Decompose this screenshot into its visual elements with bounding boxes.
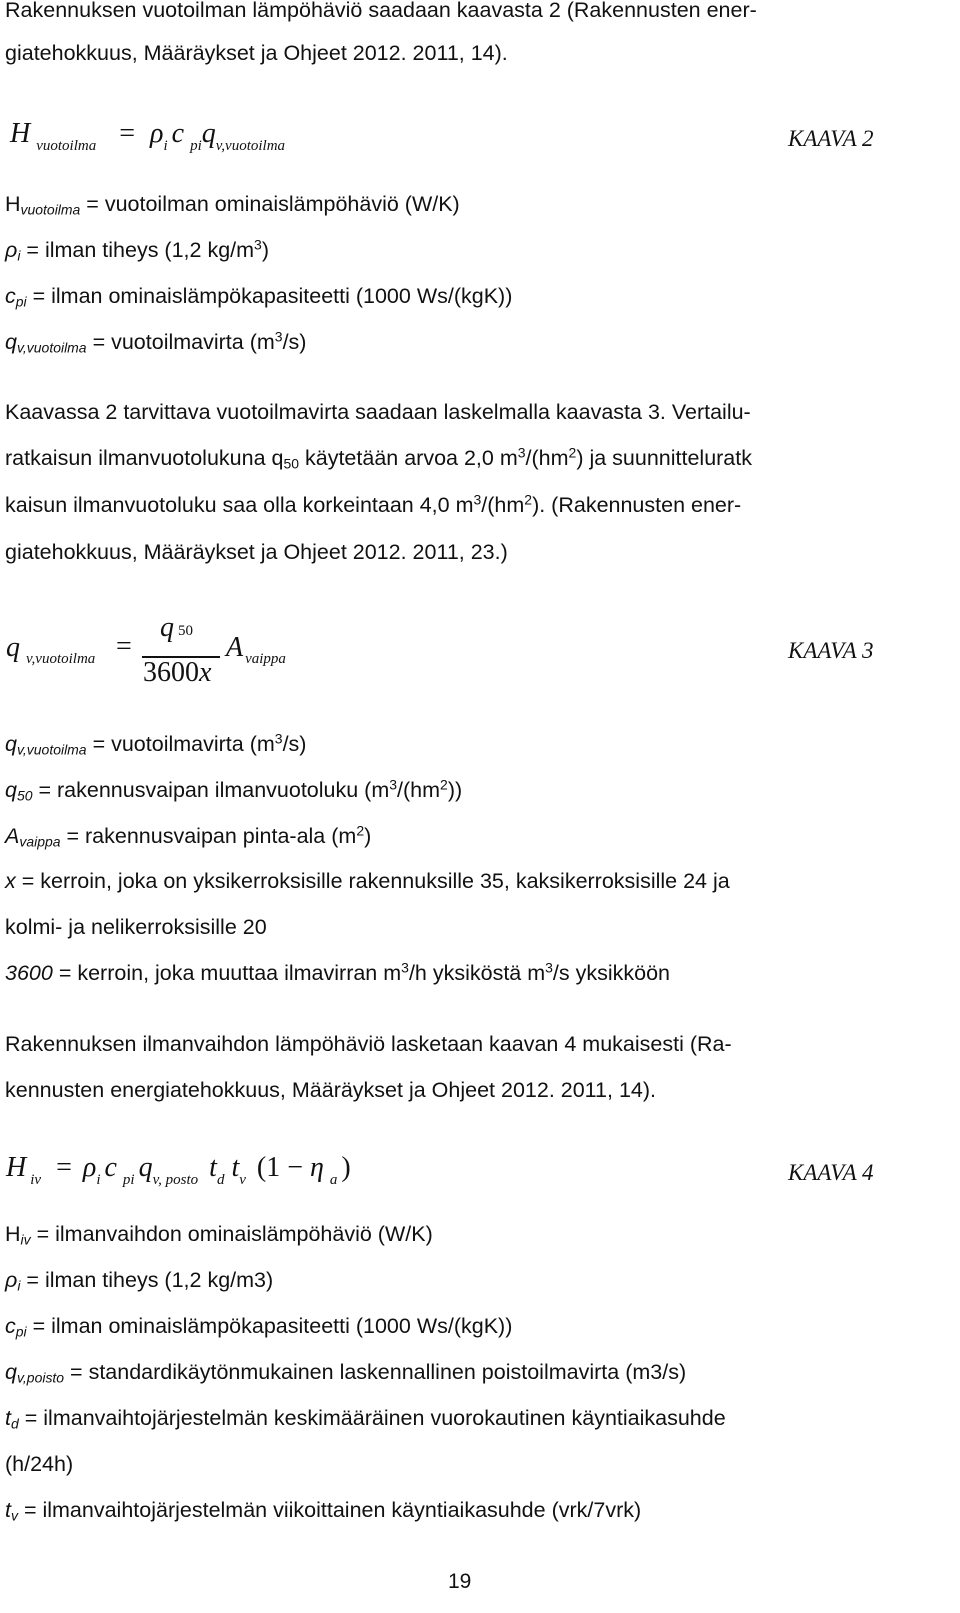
- formula-4: [6, 1152, 351, 1188]
- def-sub: pi: [15, 293, 27, 310]
- para2-line-1: Kaavassa 2 tarvittava vuotoilmavirta saadaan laskelmalla kaavasta 3. Vertailu-: [5, 400, 751, 424]
- formula-4-c-sub: pi: [122, 1172, 135, 1188]
- para2-text: kaisun ilmanvuotoluku saa olla korkeintaan 4,0 m: [5, 493, 474, 517]
- def-symbol: q: [5, 778, 17, 802]
- def-text: = vuotoilmavirta (m: [86, 732, 275, 756]
- formula-4-eta-sub: a: [329, 1172, 338, 1188]
- formula-2-rho: ρ: [150, 118, 164, 149]
- formula-4-td: t: [209, 1152, 217, 1183]
- formula-2-q-sub: v,vuotoilma: [215, 138, 286, 154]
- para4-line-2: kennusten energiatehokkuus, Määräykset ja Ohjeet 2012. 2011, 14).: [5, 1078, 656, 1102]
- para2-line-3: [5, 493, 741, 518]
- def4-h-iv: [5, 1222, 433, 1247]
- def-text: = ilmanvaihtojärjestelmän keskimääräinen vuorokautinen käyntiaikasuhde: [18, 1406, 726, 1430]
- formula-2-q: q: [201, 118, 216, 149]
- formula-4-paren-close: ): [341, 1152, 351, 1183]
- def-text: = ilman ominaislämpökapasiteetti (1000 Ws/(kgK)): [26, 1314, 513, 1338]
- def4-rho: [5, 1268, 273, 1293]
- formula-4-eta: η: [310, 1152, 324, 1183]
- formula-4-paren-open: (1 −: [256, 1152, 311, 1183]
- def-symbol: A: [5, 824, 20, 848]
- formula-3-lhs: [6, 632, 96, 667]
- formula-4-tv-sub: v: [239, 1172, 246, 1188]
- def4-td: [5, 1406, 726, 1431]
- def-sup: 3: [274, 328, 283, 345]
- def-symbol: x: [5, 869, 16, 893]
- def-text: = kerroin, joka muuttaa ilmavirran m: [52, 961, 402, 985]
- def-symbol: q: [5, 330, 17, 354]
- def-sub: v,vuotoilma: [16, 339, 87, 356]
- def-sup: 3: [254, 236, 262, 253]
- def-sub: iv: [20, 1231, 31, 1248]
- para2-text: /(hm: [525, 446, 569, 470]
- formula-3-num-q: q: [160, 612, 174, 643]
- formula-3-a: A: [226, 632, 244, 663]
- def-text: = ilmanvaihtojärjestelmän viikoittainen käyntiaikasuhde (vrk/7vrk): [17, 1498, 642, 1522]
- def-sub: vaippa: [19, 833, 61, 850]
- def-sub: i: [17, 1277, 21, 1294]
- def-tail: /s yksikköön: [552, 961, 671, 985]
- intro-line-1: Rakennuksen vuotoilman lämpöhäviö saadaan kaavasta 2 (Rakennusten ener-: [5, 0, 757, 22]
- def-text: = rakennusvaipan ilmanvuotoluku (m: [32, 778, 390, 802]
- formula-4-td-sub: d: [216, 1172, 225, 1188]
- def-sub: 50: [16, 787, 33, 804]
- para2-line-4: giatehokkuus, Määräykset ja Ohjeet 2012. 2011, 23.): [5, 540, 508, 564]
- formula-4-q-sub: v, posto: [152, 1172, 199, 1188]
- formula-2-lhs-sub: vuotoilma: [36, 138, 97, 154]
- formula-3-q-sub: v,vuotoilma: [26, 651, 96, 667]
- formula-4-label: KAAVA 4: [788, 1160, 874, 1185]
- formula-2-c-sub: pi: [190, 138, 202, 154]
- para2-sub: 50: [283, 455, 300, 472]
- def-tail: /s): [282, 330, 307, 354]
- def-text: = ilmanvaihdon ominaislämpöhäviö (W/K): [30, 1222, 433, 1246]
- formula-2-lhs: H: [10, 118, 31, 149]
- def-text: = vuotoilmavirta (m: [86, 330, 275, 354]
- def2-rho: [5, 238, 269, 263]
- def4-td-continued: (h/24h): [5, 1452, 74, 1476]
- def3-3600: [5, 961, 670, 986]
- def3-a-vaippa: [5, 824, 371, 849]
- def-symbol: q: [5, 1360, 17, 1384]
- def-sub: v: [10, 1507, 18, 1524]
- formula-4-equals: =: [56, 1152, 72, 1183]
- def-text: = rakennusvaipan pinta-ala (m: [60, 824, 357, 848]
- def-mid: /(hm: [397, 778, 441, 802]
- para2-text: käytetään arvoa 2,0 m: [299, 446, 518, 470]
- formula-2-c: c: [171, 118, 185, 149]
- def-text: = kerroin, joka on yksikerroksisille rakennuksille 35, kaksikerroksisille 24 ja: [15, 869, 730, 893]
- formula-4-h: H: [6, 1152, 27, 1183]
- def-text: = vuotoilman ominaislämpöhäviö (W/K): [80, 192, 460, 216]
- formula-4-tv: t: [231, 1152, 240, 1183]
- def-symbol: ρ: [5, 1268, 18, 1292]
- formula-3-q: q: [6, 632, 20, 663]
- def2-h-vuotoilma: [5, 192, 460, 217]
- def4-q-poisto: [5, 1360, 686, 1385]
- para4-line-1: Rakennuksen ilmanvaihdon lämpöhäviö lasketaan kaavan 4 mukaisesti (Ra-: [5, 1032, 732, 1056]
- def-symbol: q: [5, 732, 17, 756]
- def-sup: 3: [545, 959, 553, 976]
- page-number: 19: [448, 1570, 472, 1593]
- def-tail: ): [364, 824, 372, 848]
- def3-x-continued: kolmi- ja nelikerroksisille 20: [5, 915, 267, 939]
- formula-4-rho-sub: i: [96, 1172, 101, 1188]
- formula-2-label: KAAVA 2: [788, 126, 874, 151]
- def-symbol: c: [5, 1314, 16, 1338]
- intro-line-2: giatehokkuus, Määräykset ja Ohjeet 2012. 2011, 14).: [5, 41, 508, 65]
- para2-text: ) ja suunnitteluratk: [576, 446, 752, 470]
- para2-text: ratkaisun ilmanvuotolukuna q: [5, 446, 284, 470]
- def-sub: vuotoilma: [20, 201, 81, 218]
- def3-x: [5, 869, 730, 894]
- formula-2-equals: =: [119, 118, 136, 149]
- formula-3-den-x: x: [199, 657, 212, 688]
- def-tail: /s): [282, 732, 307, 756]
- def-sub: pi: [15, 1323, 27, 1340]
- para2-sup: 3: [517, 444, 526, 461]
- formula-4-q: q: [138, 1152, 153, 1183]
- def-symbol: t: [5, 1498, 11, 1522]
- def4-tv: [5, 1498, 641, 1523]
- para2-line-2: [5, 446, 752, 471]
- def-text: = ilman ominaislämpökapasiteetti (1000 Ws/(kgK)): [26, 284, 513, 308]
- def-sub: d: [10, 1415, 19, 1432]
- def-sup: 3: [389, 776, 398, 793]
- formula-3-area: [226, 632, 286, 667]
- def-symbol: t: [5, 1406, 11, 1430]
- para2-sup: 2: [568, 444, 577, 461]
- def2-cpi: [5, 284, 512, 309]
- def-text: = ilman tiheys (1,2 kg/m3): [20, 1268, 274, 1292]
- para2-sup: 3: [473, 491, 482, 508]
- def-sub: v,vuotoilma: [16, 741, 87, 758]
- def-tail: )): [447, 778, 463, 802]
- def3-q50: [5, 778, 462, 803]
- formula-2-rho-sub: i: [163, 138, 168, 154]
- def-symbol: 3600: [5, 961, 53, 985]
- def-symbol: c: [5, 284, 16, 308]
- formula-3-a-sub: vaippa: [245, 651, 286, 667]
- formula-4-c: c: [104, 1152, 117, 1183]
- def-sup: 3: [274, 730, 283, 747]
- def-sup: 3: [401, 959, 409, 976]
- def4-cpi: [5, 1314, 512, 1339]
- formula-3-den-number: 3600: [143, 657, 199, 688]
- def-symbol: ρ: [5, 238, 18, 262]
- def-mid: /h yksiköstä m: [408, 961, 546, 985]
- formula-4-h-sub: iv: [30, 1172, 42, 1188]
- def-tail: ): [261, 238, 269, 262]
- def-text: = ilman tiheys (1,2 kg/m: [20, 238, 255, 262]
- formula-3-num-sub: 50: [178, 623, 193, 639]
- def-text: = standardikäytönmukainen laskennallinen poistoilmavirta (m3/s): [64, 1360, 687, 1384]
- para2-text: /(hm: [481, 493, 525, 517]
- formula-2: [10, 118, 286, 154]
- def-sup: 2: [356, 822, 365, 839]
- formula-3-label: KAAVA 3: [788, 638, 874, 663]
- def-symbol: H: [5, 192, 21, 216]
- formula-3-equals: =: [116, 631, 132, 662]
- def-sub: i: [17, 247, 21, 264]
- def-sup: 2: [440, 776, 448, 793]
- def-sub: v,poisto: [16, 1369, 65, 1386]
- para2-sup: 2: [524, 491, 533, 508]
- formula-4-rho: ρ: [82, 1152, 97, 1183]
- formula-3-numerator: [160, 612, 193, 644]
- def3-q-vuotoilma: [5, 732, 306, 757]
- para2-text: ). (Rakennusten ener-: [532, 493, 742, 517]
- def2-q-vuotoilma: [5, 330, 306, 355]
- def-symbol: H: [5, 1222, 21, 1246]
- formula-3-denominator: [143, 657, 211, 689]
